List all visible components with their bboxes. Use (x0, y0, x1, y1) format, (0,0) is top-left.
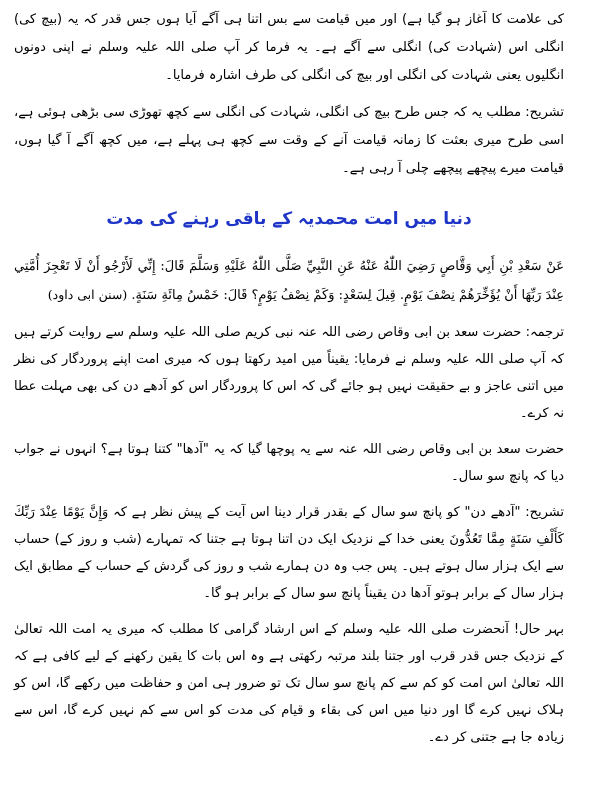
question-paragraph: حضرت سعد بن ابی وقاص رضی اللہ عنہ سے یہ پوچھا گیا کہ یہ "آدھا" کتنا ہوتا ہے؟ انہوں نے جواب دیا کہ پانچ سو سال۔ (14, 442, 564, 484)
explanation-paragraph: تشریح: "آدھے دن" کو پانچ سو سال کے بقدر قرار دینا اس آیت کے پیش نظر ہے کہ وَإِنَّ يَوْمًا عِنْدَ رَبِّكَ كَأَلْفِ سَنَةٍ مِمَّا تَعُدُّونَ یعنی خدا کے نزدیک ایک دن اتنا ہوتا ہے جتنا کہ تمہارے (شب و روز کے) حساب سے ایک ہزار سال ہوتے ہیں۔ پس جب وہ دن ہمارے شب و روز کی گردش کے حساب کے مطابق ایک ہزار سال کے برابر ہوتو آدھا دن یقیناً پانچ سو سال کے برابر ہو گا۔ (14, 505, 564, 601)
conclusion-paragraph: بہر حال! آنحضرت صلی اللہ علیہ وسلم کے اس ارشاد گرامی کا مطلب کہ میری یہ امت اللہ تعالیٰ کے نزدیک جس قدر قرب اور جتنا بلند مرتبہ رکھتی ہے وہ اس بات کا یقین رکھنے کے لیے کافی ہے کہ اللہ تعالیٰ اس امت کو کم سے کم پانچ سو سال تک تو ضرور ہی امن و حفاظت میں رکھے گا، اس کو ہلاک نہیں کرے گا اور دنیا میں اس کی بقاء و قیام کی مدت کو اس سے کم نہیں کرے گا، اس سے زیادہ جا ہے جتنی کر دے۔ (14, 622, 564, 745)
section-heading: دنیا میں امت محمدیہ کے باقی رہنے کی مدت (106, 209, 472, 229)
intro-explanation-paragraph: تشریح: مطلب یہ کہ جس طرح بیچ کی انگلی، شہادت کی انگلی سے کچھ تھوڑی سی بڑھی ہوئی ہے، اسی طرح میری بعثت کا زمانہ قیامت آنے کے وقت سے کچھ ہی پہلے ہے، میں کچھ آگے آ گیا ہوں، قیامت میرے پیچھے پیچھے چلی آ رہی ہے۔ (14, 105, 564, 176)
translation-paragraph: ترجمہ: حضرت سعد بن ابی وقاص رضی اللہ عنہ نبی کریم صلی اللہ علیہ وسلم سے روایت کرتے ہیں کہ آپ صلی اللہ علیہ وسلم نے فرمایا: یقیناً میں امید رکھتا ہوں کہ میری امت اپنے پروردگار کی نظر میں اتنی عاجز و بے حقیقت نہیں ہو جائے گی کہ اس کا پروردگار اس کو آدھے دن کی بھی مہلت عطا نہ کرے۔ (14, 325, 564, 421)
intro-paragraph-1: کی علامت کا آغاز ہو گیا ہے) اور میں قیامت سے بس اتنا ہی آگے آیا ہوں جس قدر کہ یہ (بیچ کی) انگلی اس (شہادت کی) انگلی سے آگے ہے۔ یہ فرما کر آپ صلی اللہ علیہ وسلم نے اپنی دونوں انگلیوں یعنی شہادت کی انگلی اور بیچ کی انگلی کی طرف اشارہ فرمایا۔ (14, 12, 564, 83)
hadith-arabic-body: عَنْ سَعْدِ بْنِ أَبِي وَقَّاصٍ رَضِيَ اللّٰهُ عَنْهُ عَنِ النَّبِيِّ صَلَّى اللّٰهُ عَلَيْهِ وَسَلَّمَ قَالَ: إِنِّي لَأَرْجُو أَنْ لَا تَعْجِزَ أُمَّتِي عِنْدَ رَبِّهَا أَنْ يُؤَخِّرَهُمْ نِصْفَ يَوْمٍ. قِيلَ لِسَعْدٍ: وَكَمْ نِصْفُ يَوْمٍ؟ قَالَ: خَمْسُ مِائَةِ سَنَةٍ. (14, 259, 564, 303)
hadith-source: (سنن ابی داود) (47, 287, 128, 302)
hadith-arabic-text (14, 253, 564, 310)
